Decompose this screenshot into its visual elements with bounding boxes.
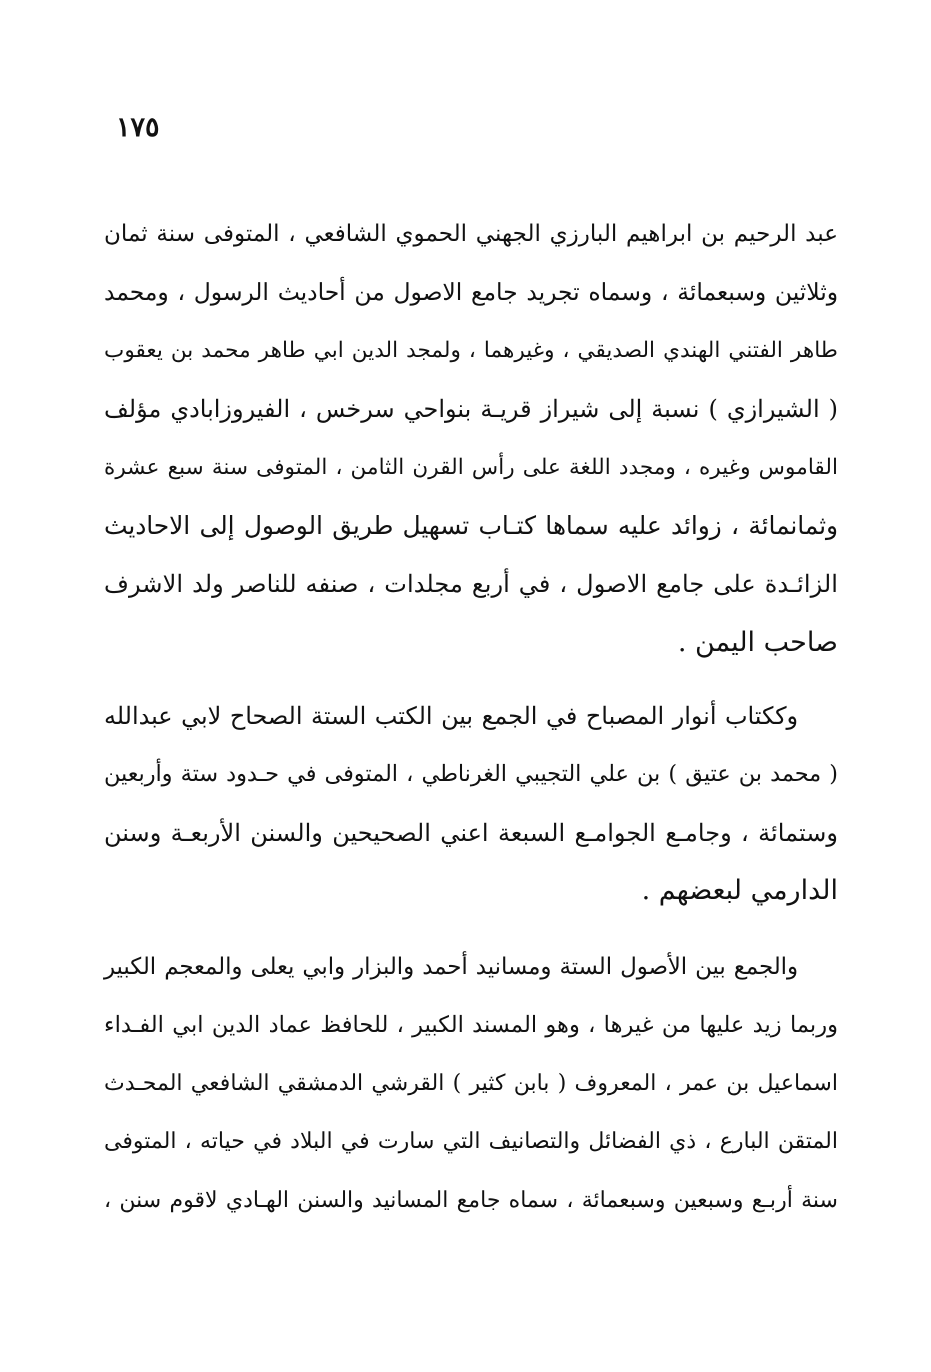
text-line: سنة أربـع وسبعين وسبعمائة ، سماه جامع المسانيد والسنن الهـادي لاقوم سنن ، [104,1187,838,1213]
text-line: الزائـدة على جامع الاصول ، في أربع مجلدات ، صنفه للناصر ولد الاشرف [104,570,838,599]
page-number: ١٧٥ [116,112,160,143]
text-line: وثلاثين وسبعمائة ، وسماه تجريد جامع الاصول من أحاديث الرسول ، ومحمد [104,278,838,307]
paragraph-1 [104,205,838,672]
text-line: المتقن البارع ، ذي الفضائل والتصانيف التي سارت في البلاد في حياته ، المتوفى [104,1129,838,1155]
text-line: وستمائة ، وجامـع الجوامـع السبعة اعني الصحيحين والسنن الأربعـة وسنن [104,818,838,847]
text-line: عبد الرحيم بن ابراهيم البارزي الجهني الحموي الشافعي ، المتوفى سنة ثمان [104,221,838,247]
text-line: ( الشيرازي ) نسبة إلى شيراز قريـة بنواحي سرخس ، الفيروزابادي مؤلف [104,395,838,424]
text-line: اسماعيل بن عمر ، المعروف ( بابن كثير ) القرشي الدمشقي الشافعي المحـدث [104,1070,838,1096]
text-line: ( محمد بن عتيق ) بن علي التجيبي الغرناطي ، المتوفى في حـدود ستة وأربعين [104,761,838,788]
text-line: وككتاب أنوار المصباح في الجمع بين الكتب الستة الصحاح لابي عبدالله [104,702,798,730]
text-line: طاهر الفتني الهندي الصديقي ، وغيرهما ، ولمجد الدين ابي طاهر محمد بن يعقوب [104,337,838,363]
text-line: والجمع بين الأصول الستة ومسانيد أحمد والبزار وابي يعلى والمعجم الكبير [104,954,798,980]
text-line: وربما زيد عليها من غيرها ، وهو المسند الكبير ، للحافظ عماد الدين ابي الفـداء [104,1012,838,1039]
text-line: وثمانمائة ، زوائد عليه سماها كتـاب تسهيل طريق الوصول إلى الاحاديث [104,510,838,540]
text-line: القاموس وغيره ، ومجدد اللغة على رأس القرن الثامن ، المتوفى سنة سبع عشرة [104,454,838,480]
paragraph-3 [104,938,838,1230]
paragraph-2 [104,687,838,921]
text-line: الدارمي لبعضهم . [641,875,838,907]
text-line: صاحب اليمن . [677,626,838,658]
